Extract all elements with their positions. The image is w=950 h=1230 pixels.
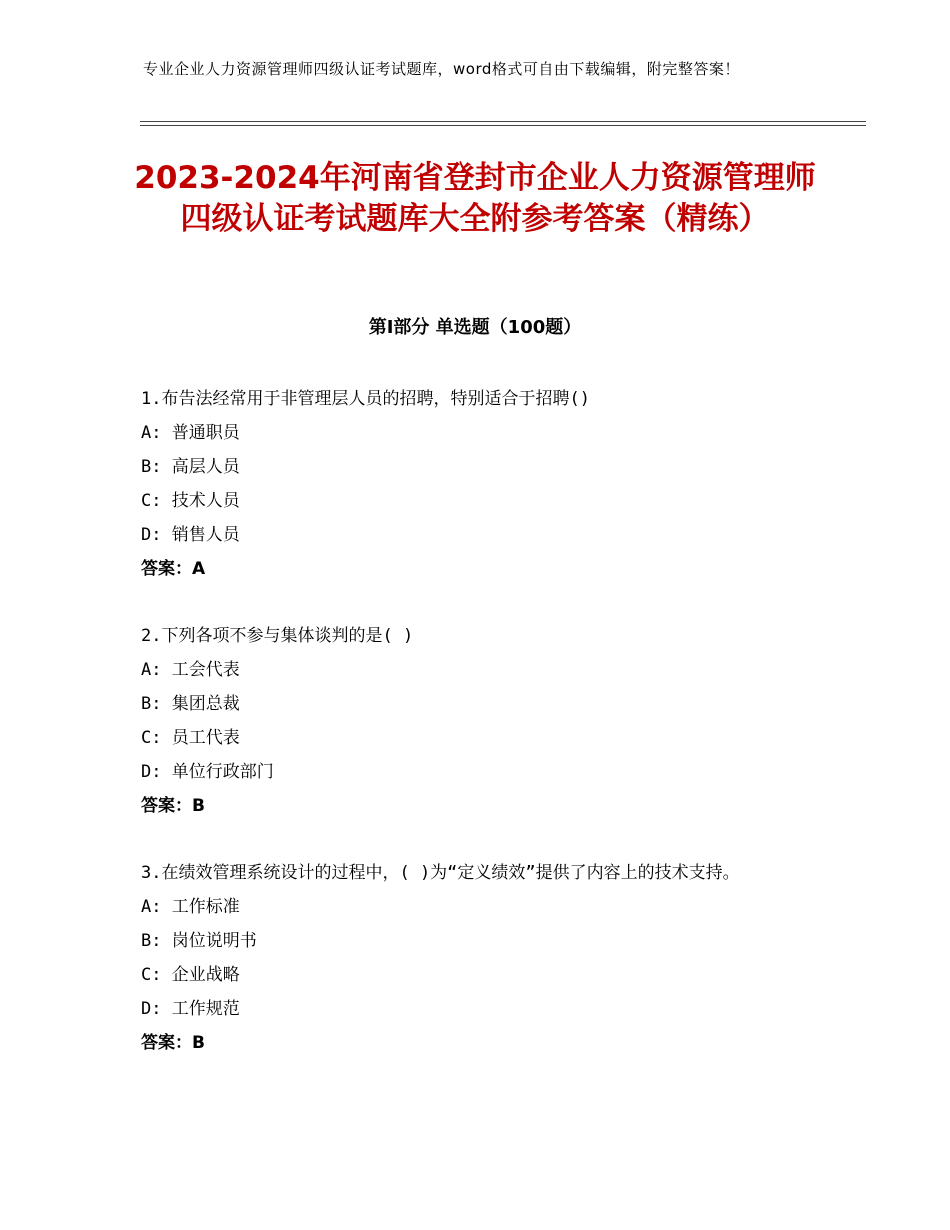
option-a: A: 工会代表 [141, 660, 240, 680]
answer: 答案：B [141, 1033, 205, 1053]
question-stem: 1.布告法经常用于非管理层人员的招聘，特别适合于招聘() [141, 389, 590, 409]
question-1 [141, 382, 821, 586]
question-3 [141, 856, 821, 1060]
option-d: D: 工作规范 [141, 999, 240, 1019]
option-d: D: 单位行政部门 [141, 762, 274, 782]
header-divider [140, 121, 866, 126]
option-c: C: 员工代表 [141, 728, 240, 748]
document-title: 2023-2024年河南省登封市企业人力资源管理师四级认证考试题库大全附参考答案（精练） [134, 160, 816, 237]
option-d: D: 销售人员 [141, 525, 240, 545]
option-b: B: 高层人员 [141, 457, 240, 477]
option-c: C: 技术人员 [141, 491, 240, 511]
header-note: 专业企业人力资源管理师四级认证考试题库，word格式可自由下载编辑，附完整答案！ [143, 60, 740, 78]
option-b: B: 岗位说明书 [141, 931, 257, 951]
section-title: 第Ⅰ部分 单选题（100题） [368, 317, 582, 338]
answer: 答案：A [141, 559, 206, 579]
question-stem: 2.下列各项不参与集体谈判的是( ) [141, 626, 414, 646]
question-list [141, 382, 821, 1060]
option-a: A: 普通职员 [141, 423, 240, 443]
option-a: A: 工作标准 [141, 897, 240, 917]
answer: 答案：B [141, 796, 205, 816]
option-b: B: 集团总裁 [141, 694, 240, 714]
option-c: C: 企业战略 [141, 965, 240, 985]
question-2 [141, 619, 821, 823]
question-stem: 3.在绩效管理系统设计的过程中，( )为“定义绩效”提供了内容上的技术支持。 [141, 863, 740, 883]
